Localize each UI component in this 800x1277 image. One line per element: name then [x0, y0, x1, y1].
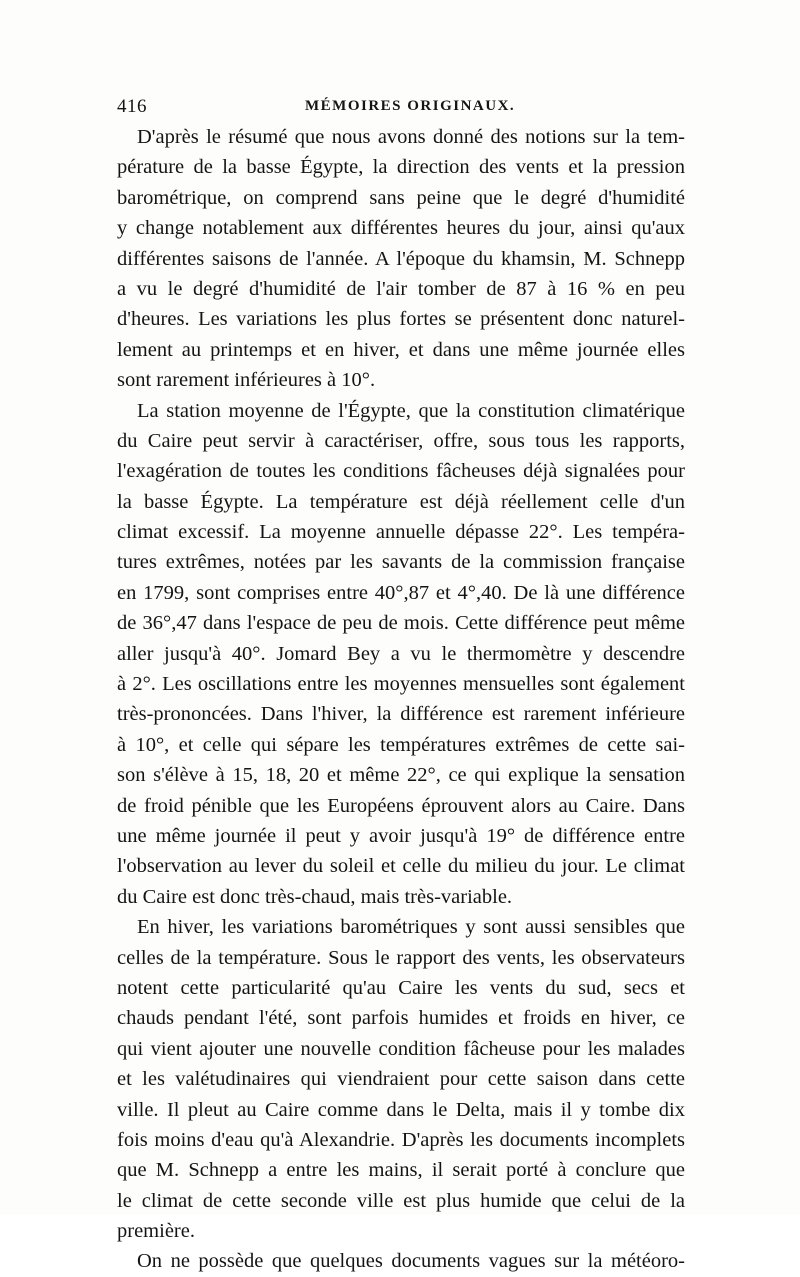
text-line: l'exagération de toutes les conditions fâcheuses déjà signalées pour [117, 460, 685, 483]
text-line: de froid pénible que les Européens éprouvent alors au Caire. Dans [117, 794, 685, 817]
text-line: La station moyenne de l'Égypte, que la constitution climatérique [137, 399, 685, 422]
text-line: qui vient ajouter une nouvelle condition fâcheuse pour les malades [117, 1037, 685, 1060]
text-line: et les valétudinaires qui viendraient pour cette saison dans cette [117, 1068, 685, 1091]
text-line: l'observation au lever du soleil et celle du milieu du jour. Le climat [117, 855, 685, 878]
body-text [117, 122, 685, 1277]
text-line: a vu le degré d'humidité de l'air tomber de 87 à 16 % en peu [117, 277, 685, 300]
text-line: de 36°,47 dans l'espace de peu de mois. Cette différence peut même [117, 612, 685, 635]
text-line: du Caire est donc très-chaud, mais très-variable. [117, 885, 513, 908]
text-line: son s'élève à 15, 18, 20 et même 22°, ce qui explique la sensation [117, 764, 685, 787]
text-line: en 1799, sont comprises entre 40°,87 et 4°,40. De là une différence [117, 581, 685, 604]
text-line: une même journée il peut y avoir jusqu'à 19° de différence entre [117, 824, 685, 847]
text-line: aller jusqu'à 40°. Jomard Bey a vu le thermomètre y descendre [117, 642, 685, 665]
text-line: ville. Il pleut au Caire comme dans le Delta, mais il y tombe dix [117, 1098, 685, 1121]
text-line: à 10°, et celle qui sépare les températures extrêmes de cette sai- [117, 733, 685, 756]
text-line: notent cette particularité qu'au Caire les vents du sud, secs et [117, 976, 685, 999]
text-line: climat excessif. La moyenne annuelle dépasse 22°. Les tempéra- [117, 521, 685, 544]
text-line: que M. Schnepp a entre les mains, il serait porté à conclure que [117, 1159, 685, 1182]
text-line: On ne possède que quelques documents vagues sur la météoro- [137, 1250, 685, 1273]
text-line: lement au printemps et en hiver, et dans une même journée elles [117, 338, 685, 361]
text-line: la basse Égypte. La température est déjà réellement celle d'un [117, 490, 685, 513]
text-line: d'heures. Les variations les plus fortes se présentent donc naturel- [117, 308, 685, 331]
running-head: MÉMOIRES ORIGINAUX. [305, 98, 516, 114]
text-line: pérature de la basse Égypte, la direction des vents et la pression [117, 156, 685, 179]
text-line: différentes saisons de l'année. A l'époque du khamsin, M. Schnepp [117, 247, 685, 270]
page-number: 416 [117, 96, 147, 117]
text-line: fois moins d'eau qu'à Alexandrie. D'après les documents incomplets [117, 1128, 685, 1151]
text-line: barométrique, on comprend sans peine que le degré d'humidité [117, 186, 685, 209]
page-header [117, 96, 685, 120]
text-line: du Caire peut servir à caractériser, offre, sous tous les rapports, [117, 429, 685, 452]
text-line: chauds pendant l'été, sont parfois humides et froids en hiver, ce [117, 1007, 685, 1030]
text-line: le climat de cette seconde ville est plus humide que celui de la [117, 1189, 685, 1212]
text-line: sont rarement inférieures à 10°. [117, 369, 376, 392]
text-line: celles de la température. Sous le rapport des vents, les observateurs [117, 946, 685, 969]
text-line: première. [117, 1220, 195, 1243]
text-line: D'après le résumé que nous avons donné des notions sur la tem- [137, 126, 685, 148]
text-line: tures extrêmes, notées par les savants de la commission française [117, 551, 685, 574]
text-line: à 2°. Les oscillations entre les moyennes mensuelles sont également [117, 673, 685, 696]
text-line: très-prononcées. Dans l'hiver, la différence est rarement inférieure [117, 703, 685, 726]
text-line: En hiver, les variations barométriques y sont aussi sensibles que [137, 916, 685, 939]
text-line: y change notablement aux différentes heures du jour, ainsi qu'aux [117, 217, 685, 240]
